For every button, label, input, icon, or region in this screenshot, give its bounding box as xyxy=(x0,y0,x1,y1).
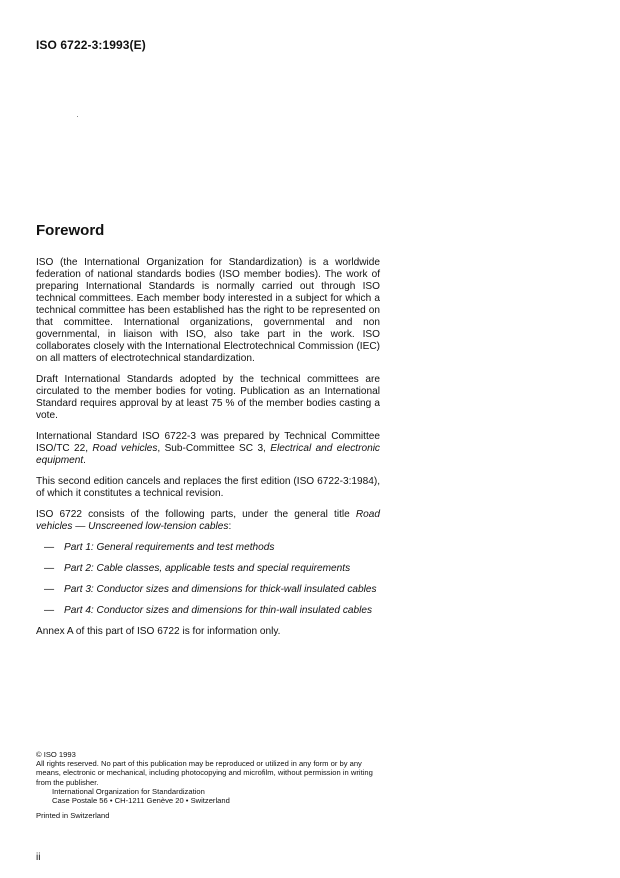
prep-text-2: , Sub-Committee SC 3, xyxy=(157,443,271,454)
prep-subcommittee-title: Electrical and electronic equipment xyxy=(36,443,380,466)
dash-bullet: — xyxy=(44,584,55,595)
paragraph-edition: This second edition cancels and replaces the first edition (ISO 6722-3:1984), of which it constitutes a technical revision. xyxy=(36,476,380,499)
part-4: Part 4: Conductor sizes and dimensions for thin-wall insulated cables xyxy=(64,605,373,616)
page-number: ii xyxy=(36,852,41,863)
prep-text-3: . xyxy=(83,455,86,466)
parts-intro-text: ISO 6722 consists of the following parts, under the general title xyxy=(36,509,356,520)
scan-speck xyxy=(77,116,78,117)
organization-address: Case Postale 56 • CH-1211 Genève 20 • Switzerland xyxy=(52,796,230,806)
list-item xyxy=(36,605,380,617)
copyright-line: © ISO 1993 xyxy=(36,750,76,759)
dash-bullet: — xyxy=(44,563,55,574)
parts-list xyxy=(36,542,380,617)
copyright-footer xyxy=(36,750,386,820)
prep-committee-title: Road vehicles xyxy=(92,443,158,454)
printed-in: Printed in Switzerland xyxy=(36,811,110,821)
parts-intro-colon: : xyxy=(228,521,232,532)
paragraph-parts-intro xyxy=(36,509,380,533)
list-item xyxy=(36,542,380,554)
foreword-title: Foreword xyxy=(36,222,105,239)
part-2: Part 2: Cable classes, applicable tests and special requirements xyxy=(64,563,351,574)
prep-text-1: International Standard ISO 6722-3 was prepared by Technical Committee ISO/TC 22, xyxy=(36,431,380,454)
paragraph-preparation xyxy=(36,431,380,467)
paragraph-annex: Annex A of this part of ISO 6722 is for information only. xyxy=(36,626,281,637)
paragraph-iso-intro: ISO (the International Organization for Standardization) is a worldwide federation of national standards bodies (ISO member bodies). The work of preparing International Standards is normally carried out through ISO technical committees. Each member body interested in a subject for which a technical committee has been established has the right to be represented on that committee. International organizations, governmental and non governmental, in liaison with ISO, also take part in the work. ISO collaborates closely with the International Electrotechnical Commission (IEC) on all matters of electrotechnical standardization. xyxy=(36,257,380,364)
dash-bullet: — xyxy=(44,542,55,553)
part-3: Part 3: Conductor sizes and dimensions for thick-wall insulated cables xyxy=(64,584,377,595)
document-id: ISO 6722-3:1993(E) xyxy=(36,38,146,52)
general-title: Road vehicles — Unscreened low-tension cables xyxy=(36,509,380,532)
organization-name: International Organization for Standardization xyxy=(52,786,205,796)
foreword-body xyxy=(36,257,380,647)
dash-bullet: — xyxy=(44,605,55,616)
part-1: Part 1: General requirements and test methods xyxy=(64,542,275,553)
paragraph-draft-standards: Draft International Standards adopted by the technical committees are circulated to the member bodies for voting. Publication as an International Standard requires approval by at least 75 % of the member bodies casting a vote. xyxy=(36,374,380,421)
rights-notice: All rights reserved. No part of this publication may be reproduced or utilized in any form or by any means, electronic or mechanical, including photocopying and microfilm, without permission in writing from the publisher. xyxy=(36,759,373,787)
list-item xyxy=(36,584,380,596)
list-item xyxy=(36,563,380,575)
